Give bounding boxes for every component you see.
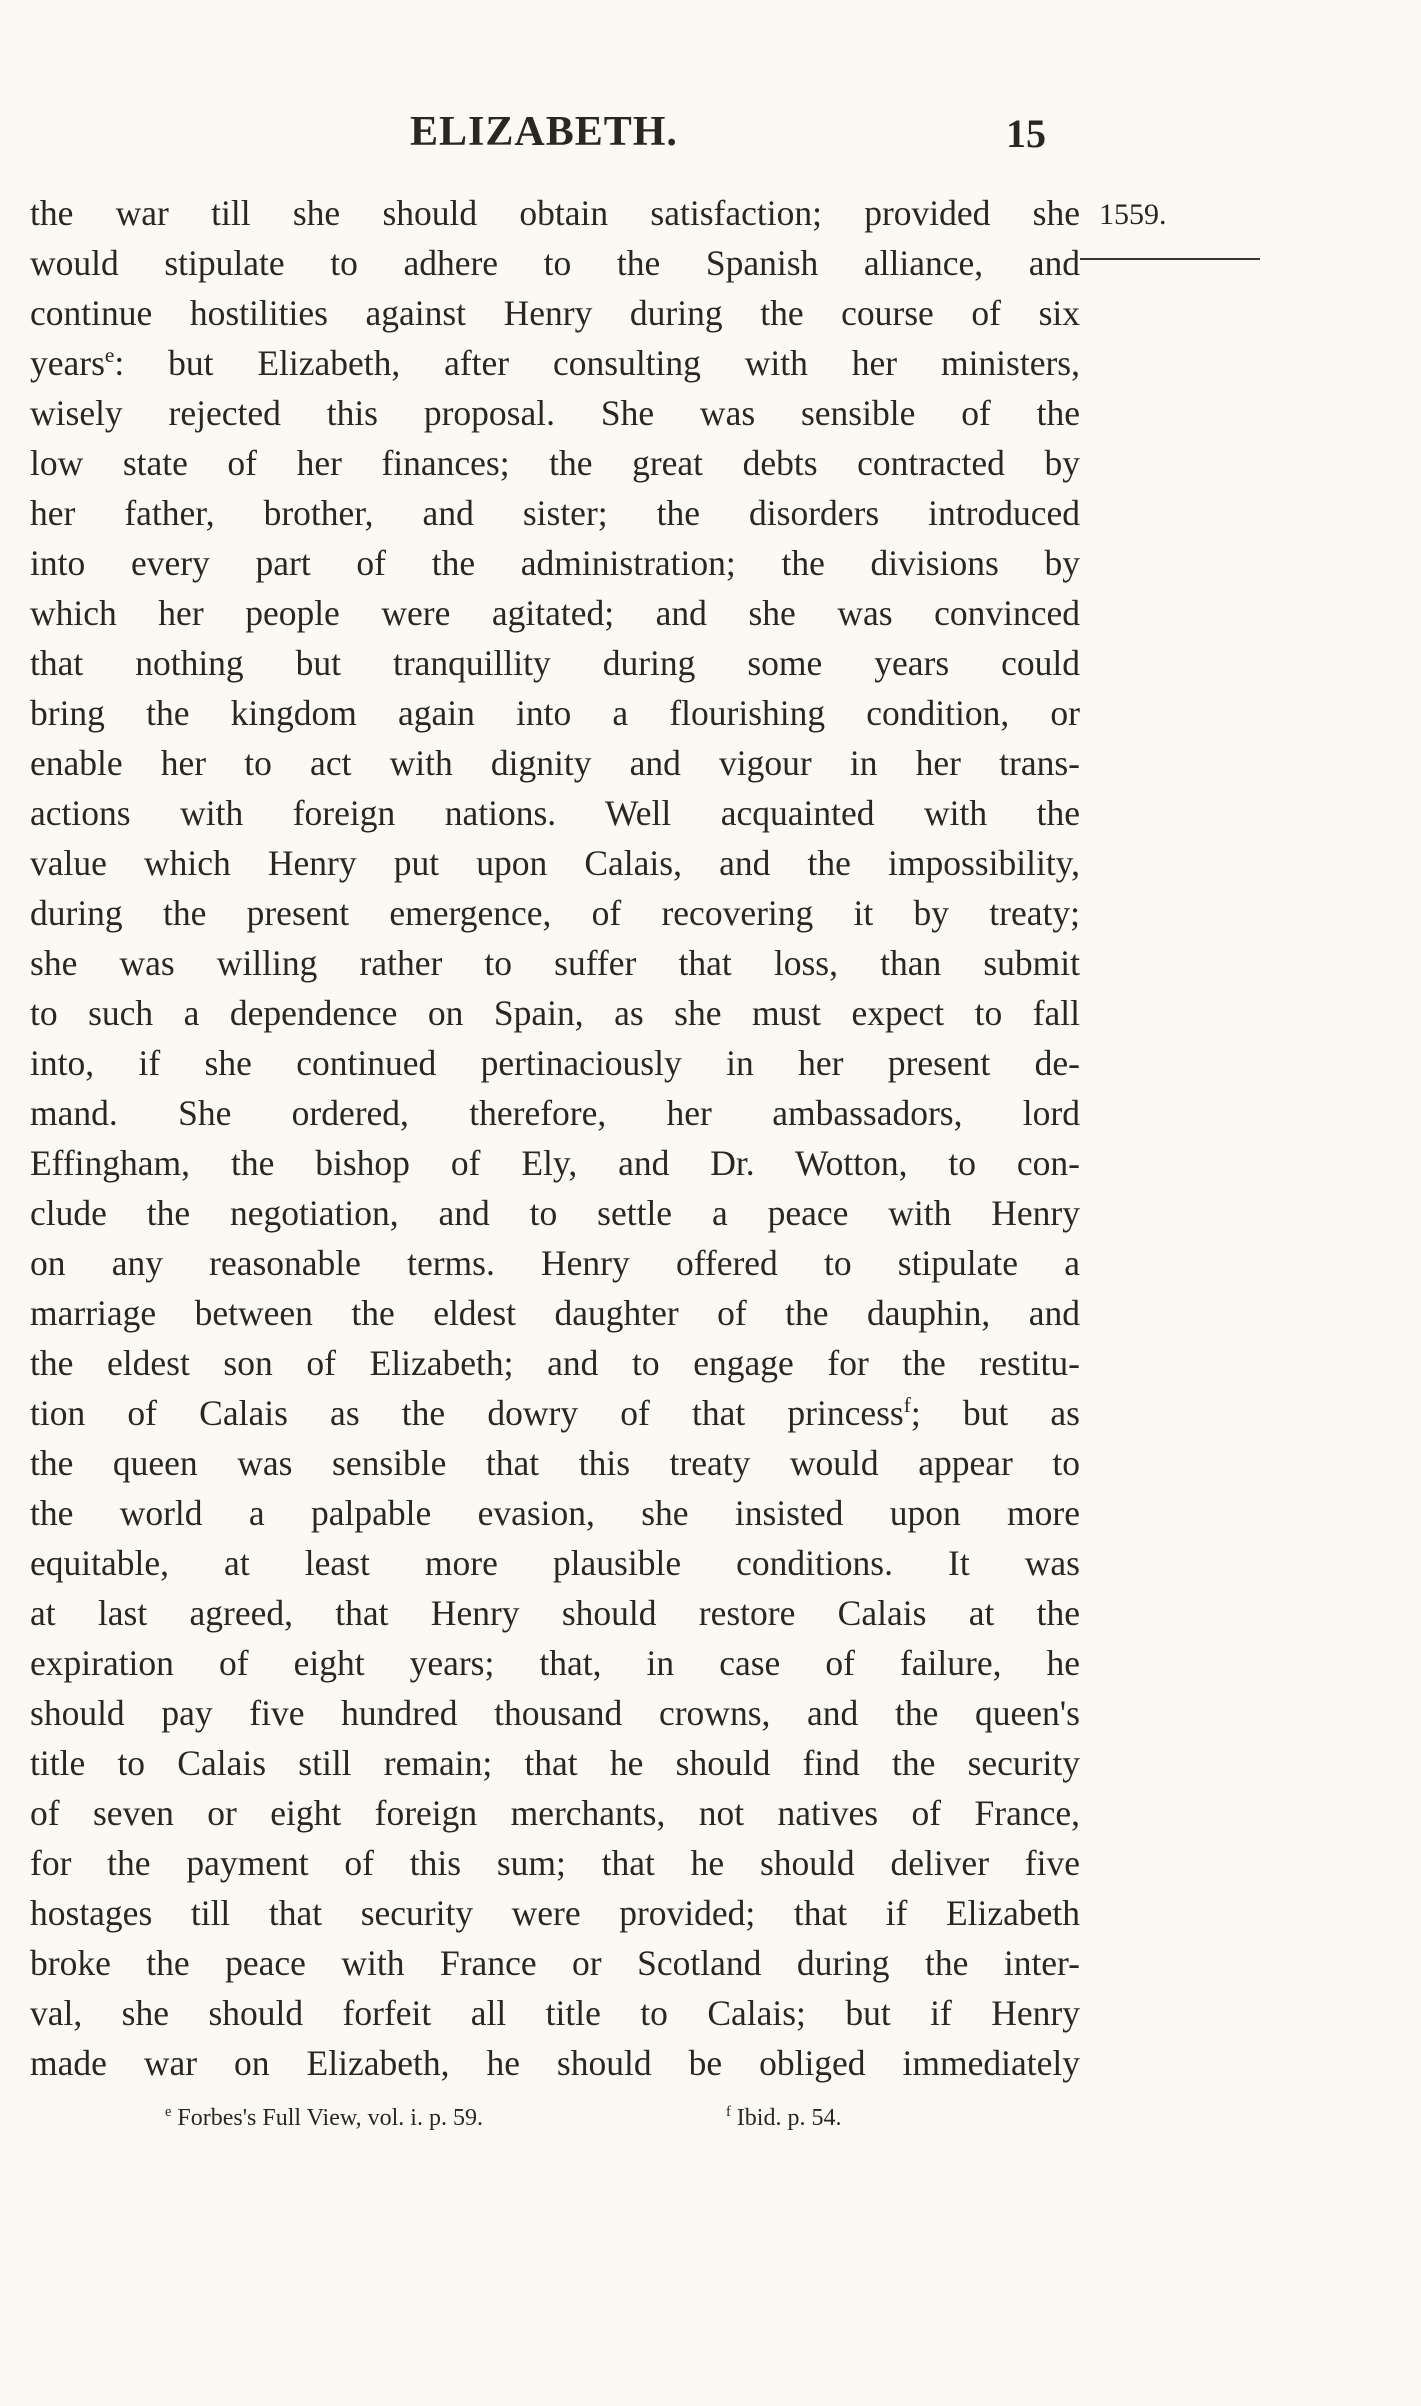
footnote-e-mark: e — [165, 2104, 172, 2120]
text-line: the world a palpable evasion, she insisted upon more — [30, 1493, 1080, 1533]
footnote-mark-e: e — [104, 343, 115, 368]
text-line: equitable, at least more plausible conditions. It was — [30, 1543, 1080, 1583]
text-line: actions with foreign nations. Well acquainted with the — [30, 793, 1080, 833]
text-line: for the payment of this sum; that he should deliver five — [30, 1843, 1080, 1883]
text-line — [30, 338, 1080, 388]
text-line: to such a dependence on Spain, as she must expect to fall — [30, 993, 1080, 1033]
text-fragment: tion of Calais as the dowry of that princess — [30, 1393, 904, 1433]
text-line: the eldest son of Elizabeth; and to engage for the restitu- — [30, 1343, 1080, 1383]
page-number: 15 — [1006, 111, 1046, 156]
text-line: the war till she should obtain satisfaction; provided she — [30, 193, 1080, 233]
text-line: expiration of eight years; that, in case of failure, he — [30, 1643, 1080, 1683]
footnote-f — [726, 2105, 841, 2132]
text-line: should pay five hundred thousand crowns, and the queen's — [30, 1693, 1080, 1733]
footnote-e — [165, 2105, 483, 2131]
text-line: hostages till that security were provided; that if Elizabeth — [30, 1893, 1080, 1933]
footnotes — [165, 2104, 842, 2132]
text-line: into every part of the administration; the divisions by — [30, 543, 1080, 583]
text-fragment: : but Elizabeth, after consulting with her ministers, — [114, 343, 1080, 383]
text-line: val, she should forfeit all title to Calais; but if Henry — [30, 1993, 1080, 2033]
text-line: at last agreed, that Henry should restore Calais at the — [30, 1593, 1080, 1633]
text-line: which her people were agitated; and she was convinced — [30, 593, 1080, 633]
text-line: that nothing but tranquillity during some years could — [30, 643, 1080, 683]
text-line: bring the kingdom again into a flourishing condition, or — [30, 693, 1080, 733]
margin-year: 1559. — [1099, 198, 1167, 231]
text-line: marriage between the eldest daughter of the dauphin, and — [30, 1293, 1080, 1333]
text-line: made war on Elizabeth, he should be obliged immediately — [30, 2043, 1080, 2083]
text-line: she was willing rather to suffer that loss, than submit — [30, 943, 1080, 983]
text-line: would stipulate to adhere to the Spanish alliance, and — [30, 243, 1080, 283]
text-line: enable her to act with dignity and vigour in her trans- — [30, 743, 1080, 783]
text-line: Effingham, the bishop of Ely, and Dr. Wotton, to con- — [30, 1143, 1080, 1183]
footnote-e-text: Forbes's Full View, vol. i. p. 59. — [177, 2105, 483, 2131]
margin-rule — [1080, 258, 1260, 260]
text-line: title to Calais still remain; that he should find the security — [30, 1743, 1080, 1783]
footnote-mark-f: f — [903, 1393, 911, 1418]
body-text — [30, 188, 1080, 2088]
text-line: value which Henry put upon Calais, and the impossibility, — [30, 843, 1080, 883]
text-fragment: years — [30, 343, 105, 383]
footnote-f-mark: f — [726, 2104, 731, 2120]
text-line: her father, brother, and sister; the disorders introduced — [30, 493, 1080, 533]
text-line — [30, 1388, 1080, 1438]
text-line: into, if she continued pertinaciously in her present de- — [30, 1043, 1080, 1083]
running-head: ELIZABETH. — [410, 109, 678, 155]
text-line: on any reasonable terms. Henry offered to stipulate a — [30, 1243, 1080, 1283]
text-line: low state of her finances; the great debts contracted by — [30, 443, 1080, 483]
text-line: during the present emergence, of recovering it by treaty; — [30, 893, 1080, 933]
footnote-f-text: Ibid. p. 54. — [736, 2105, 842, 2131]
text-line: the queen was sensible that this treaty would appear to — [30, 1443, 1080, 1483]
text-fragment: ; but as — [910, 1393, 1080, 1433]
text-line: continue hostilities against Henry during the course of six — [30, 293, 1080, 333]
text-line: of seven or eight foreign merchants, not natives of France, — [30, 1793, 1080, 1833]
text-line: broke the peace with France or Scotland during the inter- — [30, 1943, 1080, 1983]
text-line: clude the negotiation, and to settle a peace with Henry — [30, 1193, 1080, 1233]
text-line: wisely rejected this proposal. She was sensible of the — [30, 393, 1080, 433]
text-line: mand. She ordered, therefore, her ambassadors, lord — [30, 1093, 1080, 1133]
